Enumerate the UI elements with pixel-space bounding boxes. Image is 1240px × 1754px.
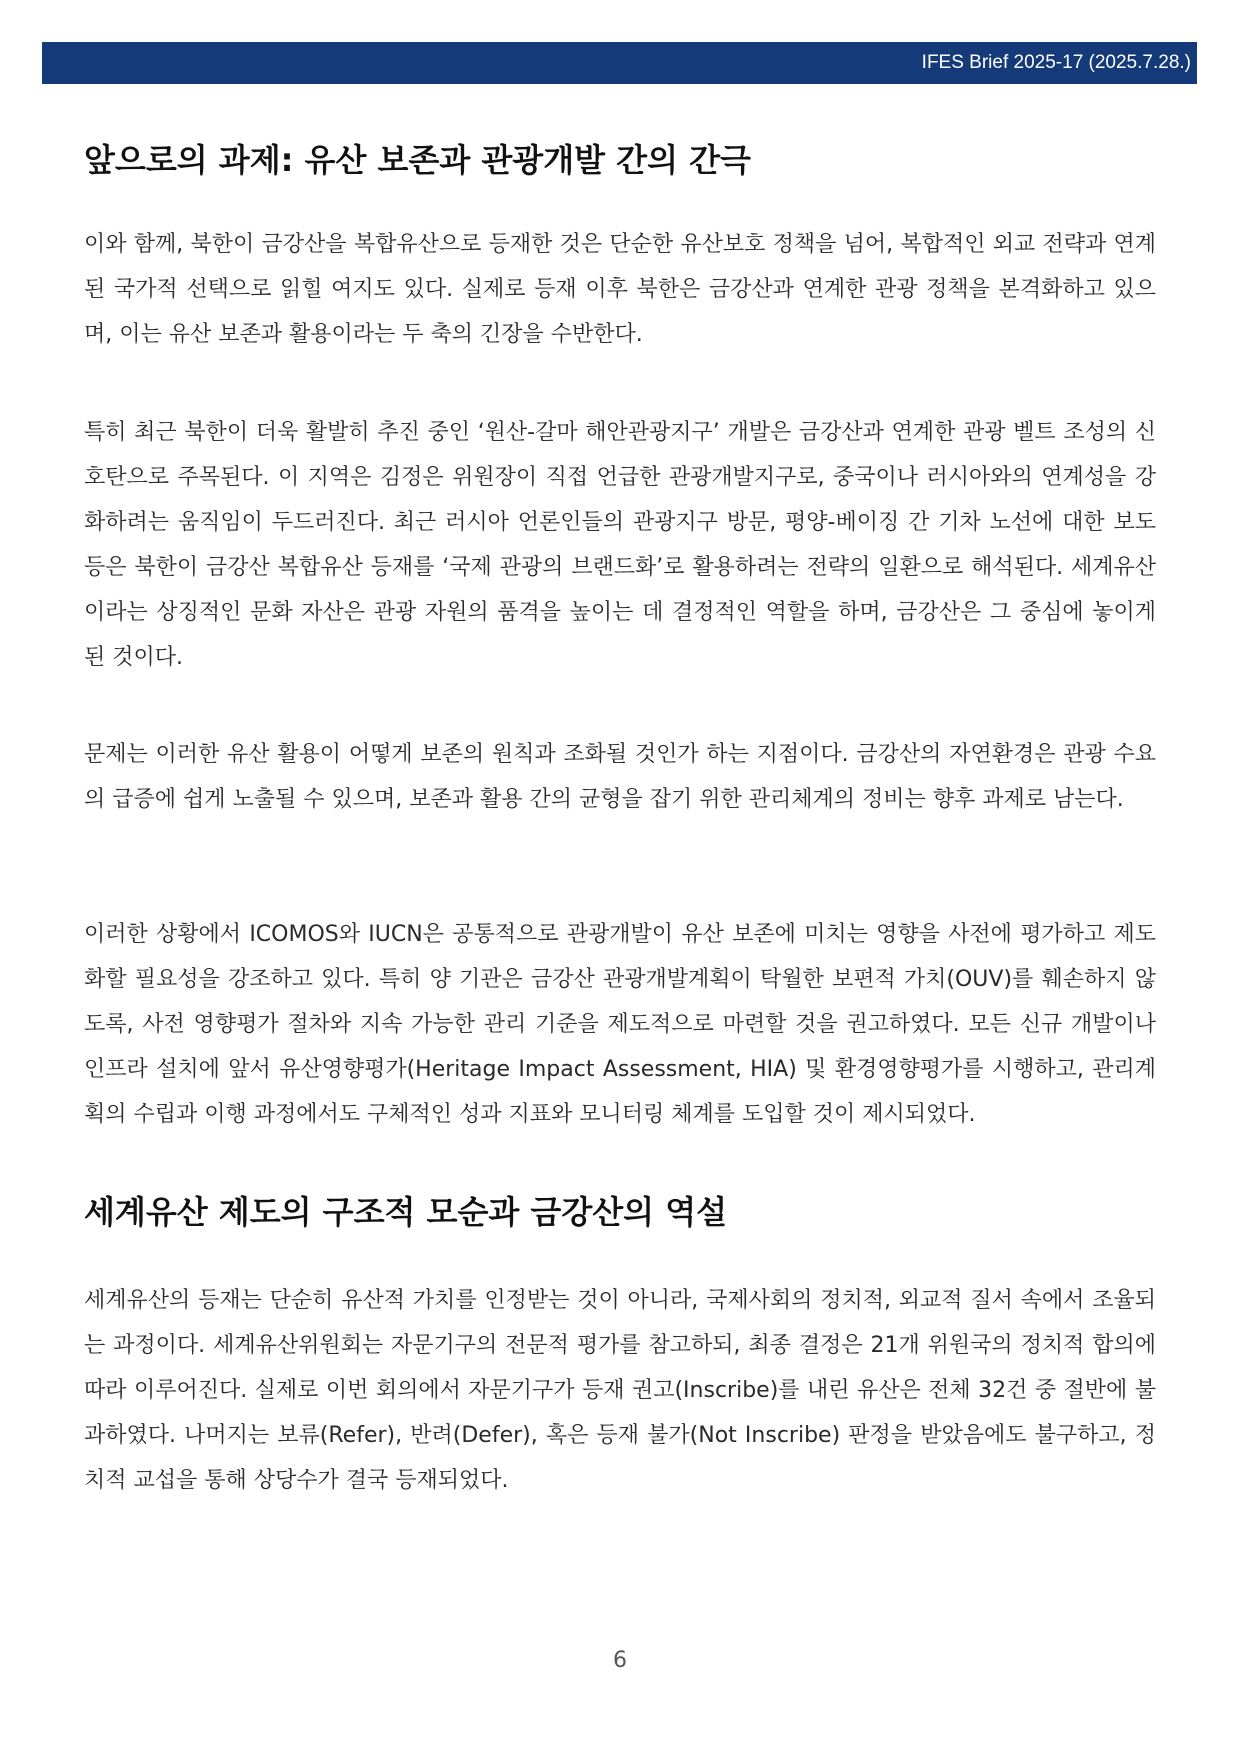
paragraph-4: 이러한 상황에서 ICOMOS와 IUCN은 공통적으로 관광개발이 유산 보존에 미치는 영향을 사전에 평가하고 제도화할 필요성을 강조하고 있다. 특히 양 기관은 금강산 관광개발계획이 탁월한 보편적 가치(OUV)를 훼손하지 않도록, 사전 영향평가 절차와 지속 가능한 관리 기준을 제도적으로 마련할 것을 권고하였다. 모든 신규 개발이나 인프라 설치에 앞서 유산영향평가(Heritage Impact Assessment, HIA) 및 환경영향평가를 시행하고, 관리계획의 수립과 이행 과정에서도 구체적인 성과 지표와 모니터링 체계를 도입할 것이 제시되었다. <box>84 922 1156 1127</box>
brief-label: IFES Brief 2025-17 (2025.7.28.) <box>921 52 1191 73</box>
section-title-contradiction: 세계유산 제도의 구조적 모순과 금강산의 역설 <box>84 1193 728 1231</box>
paragraph-5: 세계유산의 등재는 단순히 유산적 가치를 인정받는 것이 아니라, 국제사회의 정치적, 외교적 질서 속에서 조율되는 과정이다. 세계유산위원회는 자문기구의 전문적 평가를 참고하되, 최종 결정은 21개 위원국의 정치적 합의에 따라 이루어진다. 실제로 이번 회의에서 자문기구가 등재 권고(Inscribe)를 내린 유산은 전체 32건 중 절반에 불과하였다. 나머지는 보류(Refer), 반려(Defer), 혹은 등재 불가(Not Inscribe) 판정을 받았음에도 불구하고, 정치적 교섭을 통해 상당수가 결국 등재되었다. <box>84 1288 1156 1493</box>
paragraph-3: 문제는 이러한 유산 활용이 어떻게 보존의 원칙과 조화될 것인가 하는 지점이다. 금강산의 자연환경은 관광 수요의 급증에 쉽게 노출될 수 있으며, 보존과 활용 간의 균형을 잡기 위한 관리체계의 정비는 향후 과제로 남는다. <box>84 742 1156 812</box>
section-title-challenges: 앞으로의 과제: 유산 보존과 관광개발 간의 간극 <box>84 141 751 179</box>
header-bar <box>42 42 1197 84</box>
paragraph-1: 이와 함께, 북한이 금강산을 복합유산으로 등재한 것은 단순한 유산보호 정책을 넘어, 복합적인 외교 전략과 연계된 국가적 선택으로 읽힐 여지도 있다. 실제로 등재 이후 북한은 금강산과 연계한 관광 정책을 본격화하고 있으며, 이는 유산 보존과 활용이라는 두 축의 긴장을 수반한다. <box>84 232 1156 347</box>
page-number: 6 <box>613 1648 627 1673</box>
paragraph-2: 특히 최근 북한이 더욱 활발히 추진 중인 ‘원산-갈마 해안관광지구’ 개발은 금강산과 연계한 관광 벨트 조성의 신호탄으로 주목된다. 이 지역은 김정은 위원장이 직접 언급한 관광개발지구로, 중국이나 러시아와의 연계성을 강화하려는 움직임이 두드러진다. 최근 러시아 언론인들의 관광지구 방문, 평양-베이징 간 기차 노선에 대한 보도 등은 북한이 금강산 복합유산 등재를 ‘국제 관광의 브랜드화’로 활용하려는 전략의 일환으로 해석된다. 세계유산이라는 상징적인 문화 자산은 관광 자원의 품격을 높이는 데 결정적인 역할을 하며, 금강산은 그 중심에 놓이게 된 것이다. <box>84 420 1156 670</box>
